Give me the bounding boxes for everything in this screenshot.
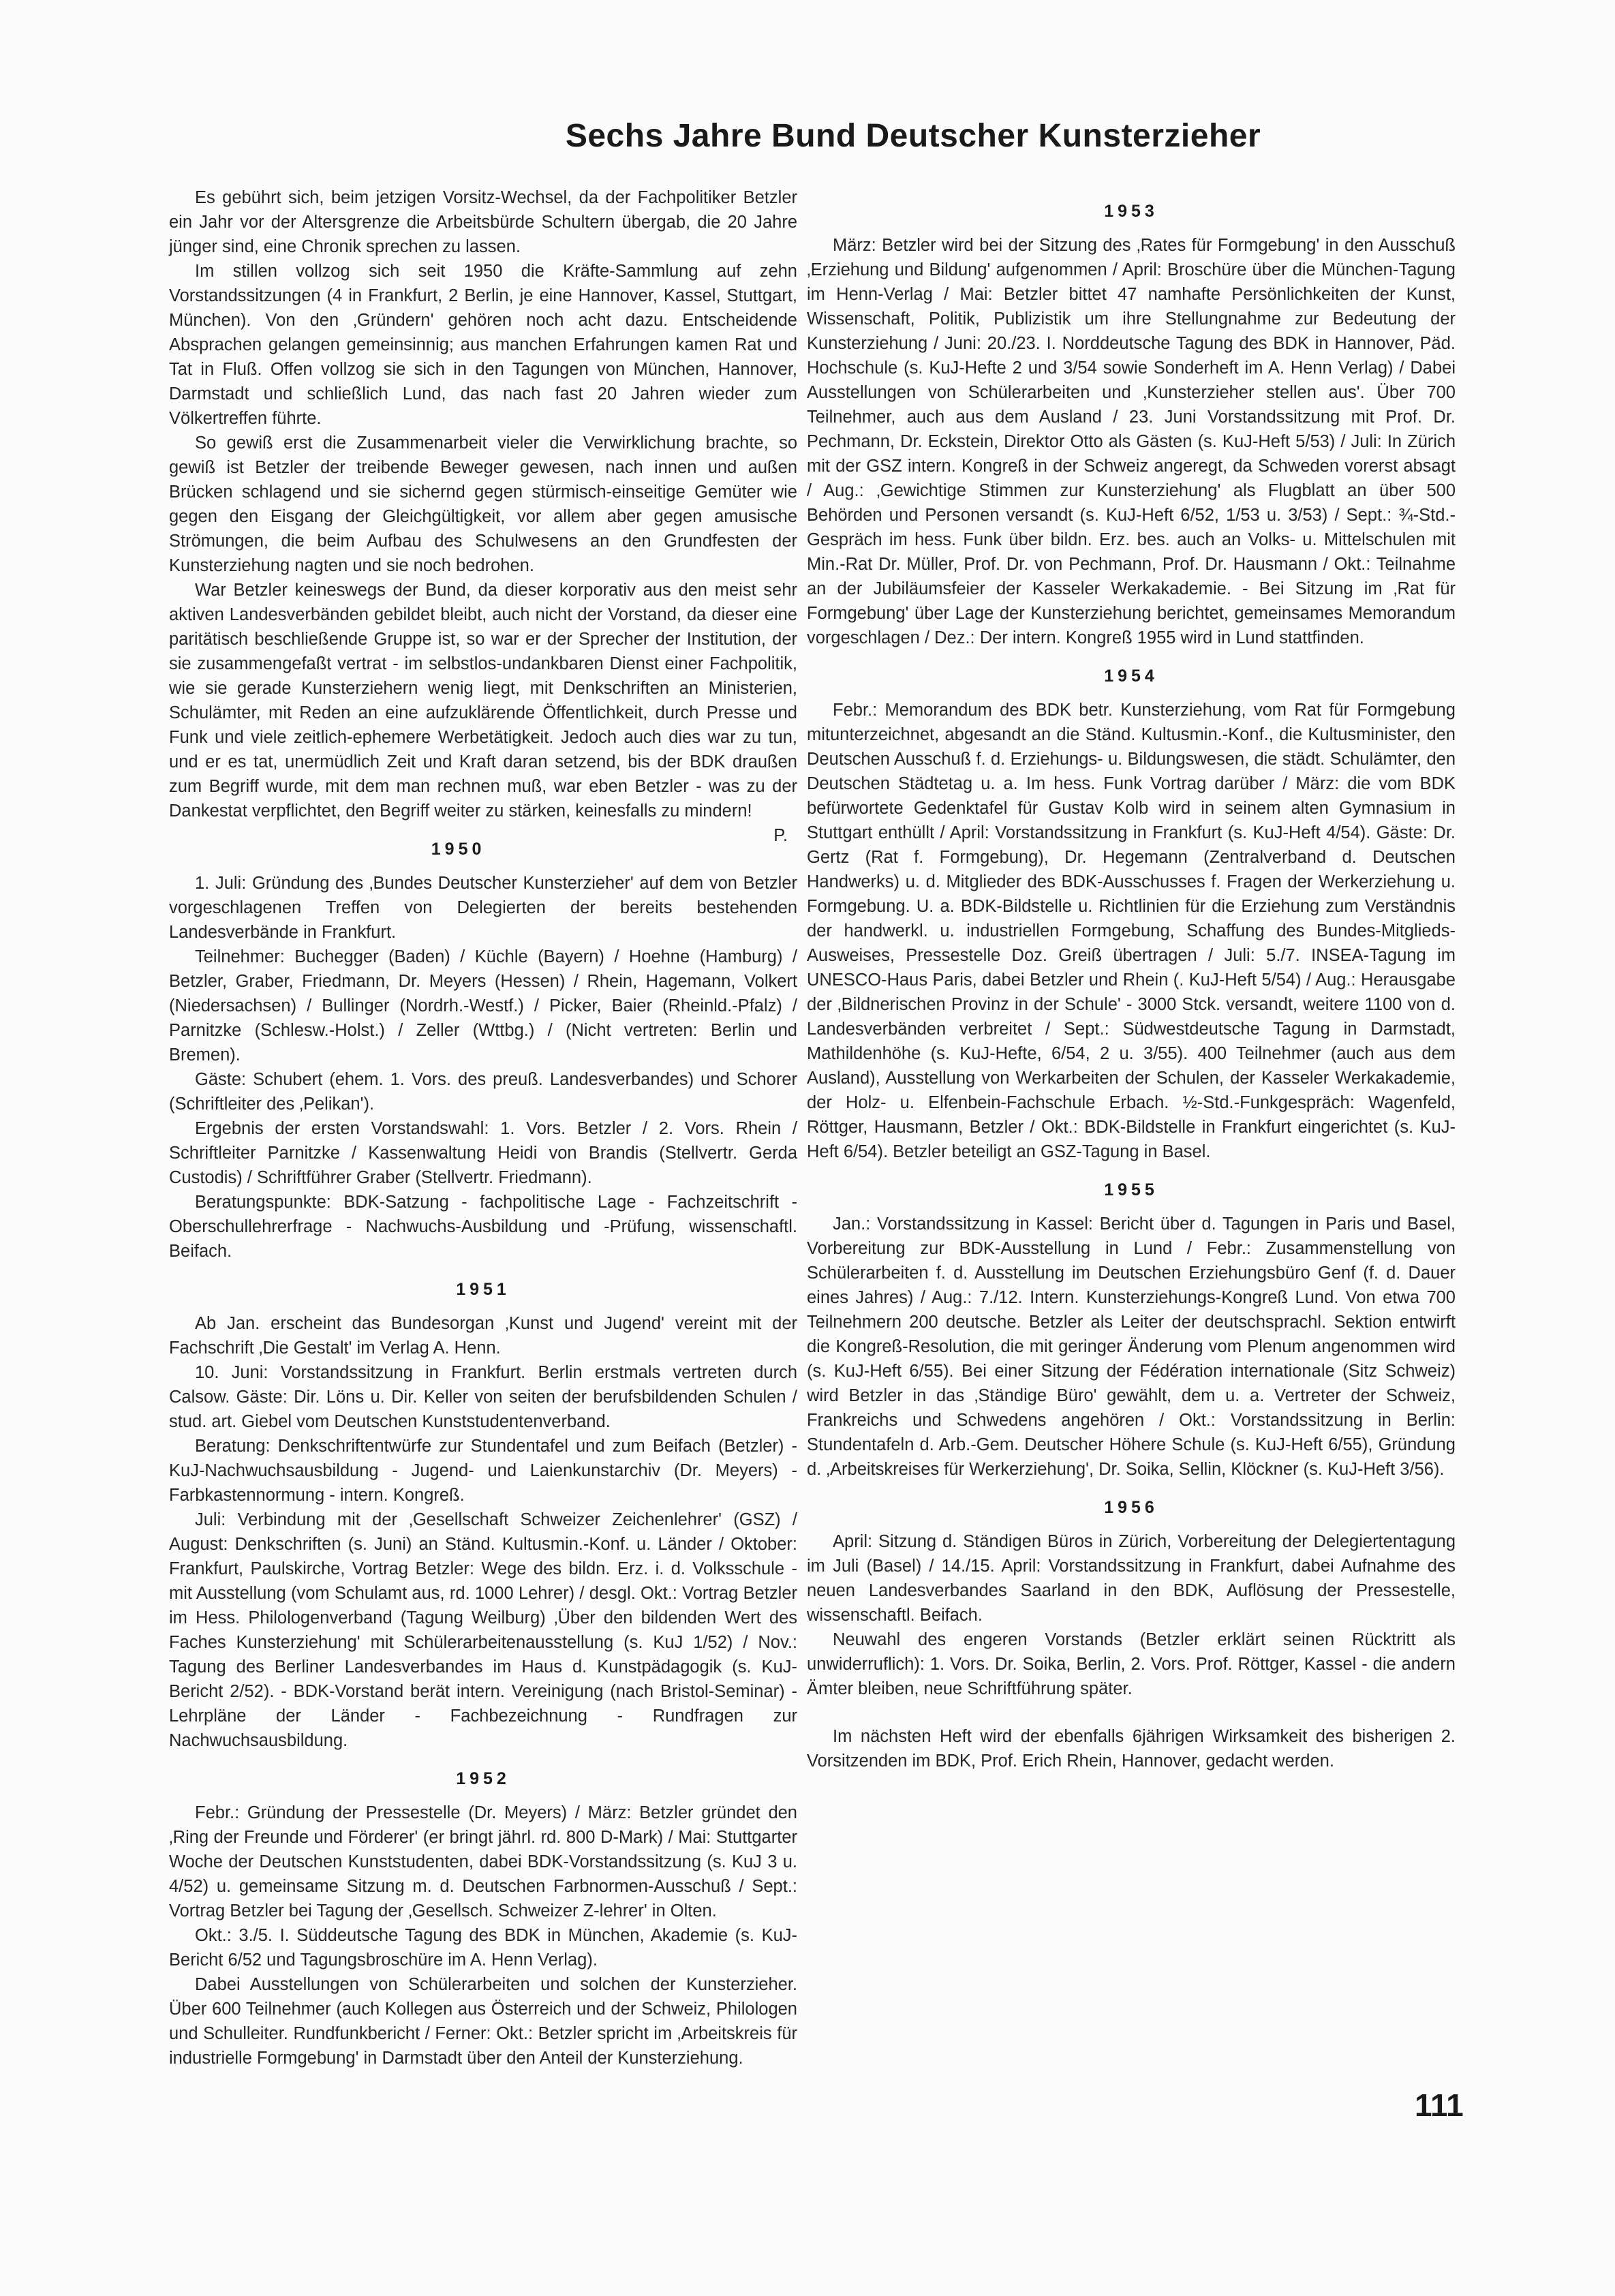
- chronicle-paragraph: 1. Juli: Gründung des ‚Bundes Deutscher Kunsterzieher' auf dem von Betzler vorgeschlagenen Treffen von Delegierten der bereits bestehenden Landesverbände in Frankfurt.: [169, 874, 797, 942]
- year-heading-1950: 1950: [431, 840, 486, 859]
- year-heading-1955: 1955: [1104, 1180, 1158, 1199]
- chronicle-paragraph: Ab Jan. erscheint das Bundesorgan ‚Kunst und Jugend' vereint mit der Fachschrift ‚Die Gestalt' im Verlag A. Henn.: [169, 1314, 797, 1358]
- intro-paragraph: Im stillen vollzog sich seit 1950 die Kräfte-Sammlung auf zehn Vorstandssitzungen (4 in Frankfurt, 2 Berlin, je eine Hannover, Kassel, Stuttgart, München). Von den ‚Gründern' gehören noch acht dazu. Entscheidende Absprachen gelangen gemeinsinnig; aus manchen Erfahrungen kamen Rat und Tat in Fluß. Offen vollzog sie sich in den Tagungen von München, Hannover, Darmstadt und schließlich Lund, das nach fast 20 Jahren wieder zum Völkertreffen führte.: [169, 262, 797, 428]
- intro-paragraph: [169, 578, 797, 845]
- chronicle-paragraph: Febr.: Memorandum des BDK betr. Kunsterziehung, vom Rat für Formgebung mitunterzeichnet, abgesandt an die Ständ. Kultusmin.-Konf., die Kultusminister, den Deutschen Ausschuß f. d. Erziehungs- u. Bildungswesen, die städt. Schulämter, den Deutschen Städtetag u. a. Im hess. Funk Vortrag darüber / März: die vom BDK befürwortete Gedenktafel für Gustav Kolb wird in seinem alten Gymnasium in Stuttgart enthüllt / April: Vorstandssitzung in Frankfurt (s. KuJ-Heft 4/54). Gäste: Dr. Gertz (Rat f. Formgebung), Dr. Hegemann (Zentralverband d. Deutschen Handwerks) u. d. Mitglieder des BDK-Ausschusses f. Fragen der Werkerziehung u. Formgebung. U. a. BDK-Bildstelle u. Richtlinien für die Erziehung zum Verständnis der handwerkl. u. industriellen Formgebung, Schaffung des Bundes-Mitglieds-Ausweises, Pressestelle Doz. Greiß übertragen / Juli: 5./7. INSEA-Tagung im UNESCO-Haus Paris, dabei Betzler und Rhein (. KuJ-Heft 5/54) / Aug.: Herausgabe der ‚Bildnerischen Provinz in der Schule' - 3000 Stck. versandt, weitere 1100 von d. Landesverbänden verbreitet / Sept.: Südwestdeutsche Tagung in Darmstadt, Mathildenhöhe (s. KuJ-Hefte, 6/54, 2 u. 3/55). 400 Teilnehmer (auch aus dem Ausland), Ausstellung von Werkarbeiten der Schulen, der Kasseler Werkakademie, der Holz- u. Elfenbein-Fachschule Erbach. ½-Std.-Funkgespräch: Wagenfeld, Röttger, Hausmann, Betzler / Okt.: BDK-Bildstelle in Frankfurt eingerichtet (s. KuJ-Heft 6/54). Betzler beteiligt an GSZ-Tagung in Basel.: [807, 701, 1456, 1161]
- chronicle-paragraph: Febr.: Gründung der Pressestelle (Dr. Meyers) / März: Betzler gründet den ‚Ring der Freunde und Förderer' (er bringt jährl. rd. 800 D-Mark) / Mai: Stuttgarter Woche der Deutschen Kunststudenten, dabei BDK-Vorstandssitzung (s. KuJ 3 u. 4/52) u. gemeinsame Sitzung m. d. Deutschen Farbnormen-Ausschuß / Sept.: Vortrag Betzler bei Tagung der ‚Gesellsch. Schweizer Z-lehrer' in Olten.: [169, 1803, 797, 1920]
- year-heading-1953: 1953: [1104, 202, 1158, 221]
- year-heading-1952: 1952: [456, 1769, 510, 1788]
- intro-paragraph: So gewiß erst die Zusammenarbeit vieler die Verwirklichung brachte, so gewiß ist Betzler der treibende Beweger gewesen, nach innen und außen Brücken schlagend und sie sichernd gegen stürmisch-einseitige Gemüter wie gegen den Eisgang der Gleichgültigkeit, vor allem aber gegen amusische Strömungen, die beim Aufbau des Schulwesens an den Grundfesten der Kunsterziehung nagten und sie noch bedrohen.: [169, 433, 797, 575]
- year-heading-1954: 1954: [1104, 667, 1158, 686]
- chronicle-paragraph: 10. Juni: Vorstandssitzung in Frankfurt. Berlin erstmals vertreten durch Calsow. Gäste: Dir. Löns u. Dir. Keller von seiten der berufsbildenden Schulen / stud. art. Giebel vom Deutschen Kunststudentenverband.: [169, 1363, 797, 1431]
- chronicle-paragraph: Jan.: Vorstandssitzung in Kassel: Bericht über d. Tagungen in Paris und Basel, Vorbereitung zur BDK-Ausstellung in Lund / Febr.: Zusammenstellung von Schülerarbeiten f. d. Ausstellung im Deutschen Erziehungsbüro Genf (f. d. Dauer eines Jahres) / Aug.: 7./12. Intern. Kunsterziehungs-Kongreß Lund. Von etwa 700 Teilnehmern 200 deutsche. Betzler als Leiter der deutschsprachl. Sektion entwirft die Kongreß-Resolution, die mit geringer Änderung vom Plenum angenommen wird (s. KuJ-Heft 6/55). Bei einer Sitzung der Fédération internationale (Sitz Schweiz) wird Betzler in das ‚Ständige Büro' gewählt, dem u. a. Vertreter der Schweiz, Frankreichs und Schwedens angehören / Okt.: Vorstandssitzung in Berlin: Stundentafeln d. Arb.-Gem. Deutscher Höhere Schule (s. KuJ-Heft 6/55), Gründung d. ‚Arbeitskreises für Werkerziehung', Dr. Soika, Sellin, Klöckner (s. KuJ-Heft 3/56).: [807, 1214, 1456, 1479]
- author-signature: P.: [773, 826, 788, 845]
- chronicle-paragraph: Gäste: Schubert (ehem. 1. Vors. des preuß. Landesverbandes) und Schorer (Schriftleiter des ‚Pelikan').: [169, 1070, 797, 1114]
- chronicle-paragraph: Teilnehmer: Buchegger (Baden) / Küchle (Bayern) / Hoehne (Hamburg) / Betzler, Graber, Friedmann, Dr. Meyers (Hessen) / Rhein, Hagemann, Volkert (Niedersachsen) / Bullinger (Nordrh.-Westf.) / Picker, Baier (Rheinld.-Pfalz) / Parnitzke (Schlesw.-Holst.) / Zeller (Wttbg.) / (Nicht vertreten: Berlin und Bremen).: [169, 947, 797, 1065]
- page-title: Sechs Jahre Bund Deutscher Kunsterzieher: [565, 118, 1261, 154]
- chronicle-paragraph: Beratungspunkte: BDK-Satzung - fachpolitische Lage - Fachzeitschrift - Oberschullehrerfrage - Nachwuchs-Ausbildung und -Prüfung, wissenschaftl. Beifach.: [169, 1193, 797, 1261]
- intro-paragraph: Es gebührt sich, beim jetzigen Vorsitz-Wechsel, da der Fachpolitiker Betzler ein Jahr vor der Altersgrenze die Arbeitsbürde Schultern übergab, die 20 Jahre jünger sind, eine Chronik sprechen zu lassen.: [169, 188, 797, 256]
- chronicle-paragraph: April: Sitzung d. Ständigen Büros in Zürich, Vorbereitung der Delegiertentagung im Juli (Basel) / 14./15. April: Vorstandssitzung in Frankfurt, dabei Aufnahme des neuen Landesverbandes Saarland in den BDK, Auflösung der Pressestelle, wissenschaftl. Beifach.: [807, 1532, 1456, 1625]
- closing-note: Im nächsten Heft wird der ebenfalls 6jährigen Wirksamkeit des bisherigen 2. Vorsitzenden im BDK, Prof. Erich Rhein, Hannover, gedacht werden.: [807, 1727, 1456, 1771]
- year-heading-1951: 1951: [456, 1280, 510, 1299]
- chronicle-paragraph: Neuwahl des engeren Vorstands (Betzler erklärt seinen Rücktritt als unwiderruflich): 1. Vors. Dr. Soika, Berlin, 2. Vors. Prof. Röttger, Kassel - die andern Ämter bleiben, neue Schriftführung später.: [807, 1630, 1456, 1698]
- intro-paragraph-text: War Betzler keineswegs der Bund, da dieser korporativ aus den meist sehr aktiven Landesverbänden gebildet bleibt, auch nicht der Vorstand, da dieser eine paritätisch beschließende Gruppe ist, so war er der Sprecher der Institution, der sie zusammengefaßt vertrat - im selbstlos-undankbaren Dienst einer Fachpolitik, wie sie gerade Kunsterziehern wenig liegt, mit Denkschriften an Ministerien, Schulämter, mit Reden an eine aufzuklärende Öffentlichkeit, durch Presse und Funk und viele zeitlich-ephemere Werbetätigkeit. Jedoch auch dies war zu tun, und er es tat, unermüdlich Zeit und Kraft daran setzend, bis der BDK draußen zum Begriff wurde, mit dem man rechnen muß, war eben Betzler - was zu der Dankestat verpflichtet, den Begriff weiter zu stärken, keinesfalls zu mindern!: [169, 581, 797, 821]
- year-heading-1956: 1956: [1104, 1498, 1158, 1517]
- right-column: [807, 185, 1456, 1773]
- chronicle-paragraph: März: Betzler wird bei der Sitzung des ‚Rates für Formgebung' in den Ausschuß ‚Erziehung und Bildung' aufgenommen / April: Broschüre über die München-Tagung im Henn-Verlag / Mai: Betzler bittet 47 namhafte Persönlichkeiten der Kunst, Wissenschaft, Politik, Publizistik um ihre Stellungnahme zur Bedeutung der Kunsterziehung / Juni: 20./23. I. Norddeutsche Tagung des BDK in Hannover, Päd. Hochschule (s. KuJ-Hefte 2 und 3/54 sowie Sonderheft im A. Henn Verlag) / Dabei Ausstellungen von Schülerarbeiten und ‚Kunsterzieher stellen aus'. Über 700 Teilnehmer, auch aus dem Ausland / 23. Juni Vorstandssitzung mit Prof. Dr. Pechmann, Dr. Eckstein, Direktor Otto als Gästen (s. KuJ-Heft 5/53) / Juli: In Zürich mit der GSZ intern. Kongreß in der Schweiz angeregt, da Schweden vorerst absagt / Aug.: ‚Gewichtige Stimmen zur Kunsterziehung' als Flugblatt an über 500 Behörden und Personen versandt (s. KuJ-Heft 6/52, 1/53 u. 3/53) / Sept.: ¾-Std.-Gespräch im hess. Funk über bildn. Erz. bes. auch an Volks- u. Mittelschulen mit Min.-Rat Dr. Müller, Prof. Dr. von Pechmann, Prof. Dr. Hausmann / Okt.: Teilnahme an der Jubiläumsfeier der Kasseler Werkakademie. - Bei Sitzung im ‚Rat für Formgebung' über Lage der Kunsterziehung berichtet, gemeinsames Memorandum vorgeschlagen / Dez.: Der intern. Kongreß 1955 wird in Lund stattfinden.: [807, 236, 1456, 647]
- left-column: [169, 185, 797, 2070]
- chronicle-paragraph: Ergebnis der ersten Vorstandswahl: 1. Vors. Betzler / 2. Vors. Rhein / Schriftleiter Parnitzke / Kassenwaltung Heidi von Brandis (Stellvertr. Gerda Custodis) / Schriftführer Graber (Stellvertr. Friedmann).: [169, 1119, 797, 1187]
- chronicle-paragraph: Dabei Ausstellungen von Schülerarbeiten und solchen der Kunsterzieher. Über 600 Teilnehmer (auch Kollegen aus Österreich und der Schweiz, Philologen und Schulleiter. Rundfunkbericht / Ferner: Okt.: Betzler spricht im ‚Arbeitskreis für industrielle Formgebung' in Darmstadt über den Anteil der Kunsterziehung.: [169, 1975, 797, 2068]
- page-number: 111: [1415, 2087, 1464, 2123]
- chronicle-paragraph: Beratung: Denkschriftentwürfe zur Stundentafel und zum Beifach (Betzler) - KuJ-Nachwuchsausbildung - Jugend- und Laienkunstarchiv (Dr. Meyers) - Farbkastennormung - intern. Kongreß.: [169, 1437, 797, 1505]
- chronicle-paragraph: Juli: Verbindung mit der ‚Gesellschaft Schweizer Zeichenlehrer' (GSZ) / August: Denkschriften (s. Juni) an Ständ. Kultusmin.-Konf. u. Länder / Oktober: Frankfurt, Paulskirche, Vortrag Betzler: Wege des bildn. Erz. i. d. Volksschule - mit Ausstellung (vom Schulamt aus, rd. 1000 Lehrer) / desgl. Okt.: Vortrag Betzler im Hess. Philologenverband (Tagung Weilburg) ‚Über den bildenden Wert des Faches Kunsterziehung' mit Schülerarbeitenausstellung (s. KuJ 1/52) / Nov.: Tagung des Berliner Landesverbandes im Haus d. Kunstpädagogik (s. KuJ-Bericht 2/52). - BDK-Vorstand berät intern. Vereinigung (nach Bristol-Seminar) - Lehrpläne der Länder - Fachbezeichnung - Rundfragen zur Nachwuchsausbildung.: [169, 1510, 797, 1750]
- chronicle-paragraph: Okt.: 3./5. I. Süddeutsche Tagung des BDK in München, Akademie (s. KuJ-Bericht 6/52 und Tagungsbroschüre im A. Henn Verlag).: [169, 1926, 797, 1970]
